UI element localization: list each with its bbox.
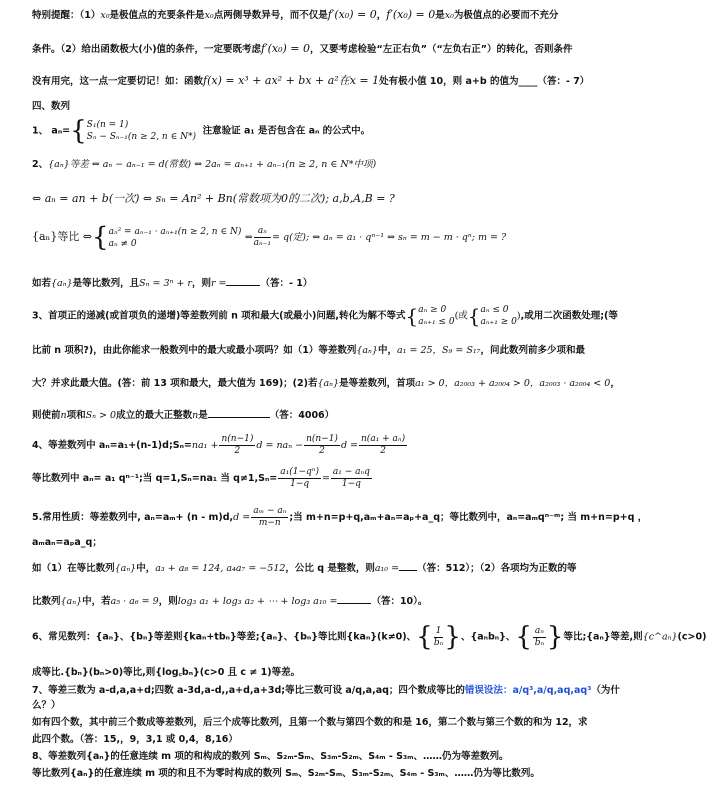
denominator: 2 [234,446,241,456]
numerator: n(a₁ + aₙ) [361,434,406,444]
math-term: d = [340,440,359,451]
text: 4、等差数列中 aₙ=a₁+(n-1)d;Sₙ= [32,440,192,451]
ratio-fraction [254,226,271,249]
text: ，则 [158,596,178,607]
ineq-3: aₙ ≤ 0 [480,305,509,315]
text: ， [376,10,387,21]
brace-glyph: { [405,304,419,328]
text: 注意验证 a₁ 是否包含在 aₙ 的公式中。 [202,125,371,137]
section-heading: 四、数列 [32,101,71,112]
item-4-line-1 [32,432,626,462]
item-6-line-2 [32,666,626,680]
math-sum: Sₙ = 3ⁿ + r [139,278,192,289]
math-function: f(x) = x³ + ax² + bx + a²在x = 1 [203,74,380,87]
item-2-line-2 [32,192,626,207]
text: ;当 m+n=p+q,aₘ+aₙ=aₚ+a_q；等比数列中，aₙ=aₘqⁿ⁻ᵐ; 当 m+n=p+q ， [289,512,648,523]
text: ， [610,378,620,389]
math-seq: {aₙ} [317,378,340,389]
math-x0: x₀ [444,10,454,21]
text: 为极值点的必要而不充分 [453,10,559,21]
math-log-sum: log₃ a₁ + log₃ a₂ + ⋯ + log₃ a₁₀ = [177,596,338,607]
item-3-line-2 [32,344,626,358]
inequality-stack-2 [481,304,517,328]
case-2: Sₙ − Sₙ₋₁(n ≥ 2, n ∈ N*) [86,132,197,142]
highlight-wrong-method: 错误设法 [464,685,503,696]
math-condition: a₅ · a₆ = 9 [110,596,159,607]
numerator: n(n−1) [306,434,338,444]
brace-glyph: { [467,304,481,328]
fraction [533,626,546,649]
ineq-4: aₙ₊₁ ≥ 0 [480,317,517,327]
inequality-stack-1 [418,304,454,328]
math-derivative: f′(x₀) = 0 [261,42,311,55]
text: 8、等差数列{aₙ}的任意连续 m 项的和构成的数列 Sₘ、S₂ₘ-Sₘ、S₃ₘ-S₂ₘ、S₄ₘ - S₃ₘ、……仍为等差数列。 [32,751,509,762]
math-arith-form: ⇔ aₙ = an + b(一次) ⇔ sₙ = An² + Bn(常数项为0的二次); a,b,A,B = ? [32,192,395,205]
item-3-line-4 [32,408,626,423]
text: (c>0) [677,631,706,643]
denominator: 2 [319,446,325,456]
ineq-2: aₙ₊₁ ≤ 0 [418,317,455,327]
text: 项和 [66,410,86,421]
fraction [304,434,340,457]
text: 特别提醒：（1） [32,10,101,21]
math-seq: {aₙ} [356,345,378,356]
text: 处有极小值 10，则 a+b 的值为____（答：- 7） [379,76,590,87]
item-6-line-1 [32,620,706,656]
text: ，则 [191,278,211,289]
text: 此四个数。（答：15,，9，3,1 或 0,4，8,16） [32,734,238,745]
item-2-example [32,276,626,291]
item-4-line-2 [32,464,626,496]
denominator: bₙ [534,637,545,648]
text: 等比数列{aₙ}的任意连续 m 项的和且不为零时构成的数列 Sₘ、S₂ₘ-Sₘ、S₃ₘ-S₂ₘ、S₄ₘ - S₃ₘ、……仍为等比数列。 [32,768,540,779]
brace-glyph: { [92,222,109,253]
text: （答：- 1） [260,278,313,289]
item-2-line-3 [32,222,626,256]
condition-1: aₙ² = aₙ₋₁ · aₙ₊₁(n ≥ 2, n ∈ N) [108,226,242,237]
text: 比前 n 项积?)，由此你能求一般数列中的最大或最小项吗？如（1）等差数列 [32,345,357,356]
text: 成等比.{bₙ}(bₙ>0)等比,则{log꜀bₙ}(c>0 且 c ≠ 1)等差。 [32,667,301,678]
text: 6、常见数列：{aₙ}、{bₙ}等差则{kaₙ+tbₙ}等差;{aₙ}、{bₙ}等比则{kaₙ}(k≠0)、 [32,631,417,643]
item-3-line-3 [32,377,626,391]
fraction [434,626,444,649]
text: 成立的最大正整数 [116,410,193,421]
highlight-wrong-form: ：a/q³,a/q,aq,aq³ [502,685,592,696]
text: 7、等差三数为 a-d,a,a+d;四数 a-3d,a-d,,a+d,a+3d;等比三数可设 a/q,a,aq；四个数成等比的 [32,685,465,696]
text: 么？） [32,700,61,711]
numerator: aₙ [534,625,544,636]
numerator: aₘ − aₙ [253,506,287,516]
item-7-line-3 [32,716,626,730]
fraction [331,467,372,490]
answer-blank [226,276,260,286]
text: （答：10）。 [371,596,428,607]
brace-glyph: { [416,622,433,652]
math-condition: a₁ > 0，a₂₀₀₃ + a₂₀₀₄ > 0，a₂₀₀₃ · a₂₀₀₄ < 0 [415,378,611,389]
text: 中， [377,345,397,356]
math-sn: Sₙ > 0 [85,410,117,421]
numerator: aₙ [254,226,271,238]
math-iff: ⇔ [244,232,253,243]
math-seq: {aₙ} [51,278,73,289]
piecewise-stack [87,119,196,143]
text: 1、 aₙ= [32,125,71,137]
text: 5.常用性质：等差数列中, aₙ=aₘ+ (n - m)d, [32,512,234,523]
brace-glyph: } [546,622,564,652]
math-geo-label: {aₙ}等比 ⇔ [32,230,93,243]
math-derivative: f′(x₀) = 0 [386,8,436,21]
text: （为什 [591,685,620,696]
math-a10: a₁₀ = [374,563,400,574]
denominator: bₙ [433,637,444,648]
text: 、{aₙbₙ}、 [460,631,516,643]
text: （答：512）；（2）各项均为正数的等 [417,563,577,574]
denominator: 1−q [341,479,361,489]
math-x0: x₀ [100,10,110,21]
item-8-line-2 [32,767,626,781]
text: 是 [198,410,208,421]
text: 3、首项正的递减(或首项负的递增)等差数列前 n 项和最大(或最小)问题,转化为解不等式 [32,310,406,322]
reminder-line-3 [32,74,626,89]
item-5-line-4 [32,594,626,609]
brace-glyph: { [515,622,532,652]
item-7-line-2 [32,699,626,713]
item-7-line-4 [32,733,626,747]
numerator: a₁(1−qⁿ) [280,467,319,477]
math-derivative: f′(x₀) = 0 [327,8,377,21]
answer-blank [337,594,371,604]
math-r: r = [210,278,227,289]
brace-glyph: } [444,622,461,652]
item-3-line-1 [32,302,626,332]
text: 等比;{aₙ}等差,则 [563,631,643,643]
text: 大？并求此最大值。(答：前 13 项和最大，最大值为 169)；(2)若 [32,378,318,389]
denominator: 2 [380,446,386,456]
text: 点两侧导数异号，而不仅是 [213,10,328,21]
text: ，又要考虑检验“左正右负”（“左负右正”）的转化，否则条件 [310,44,573,55]
geo-condition-stack [109,226,242,250]
text: 如有四个数，其中前三个数成等差数列，后三个成等比数列，且第一个数与第四个数的和是 16，第二个数与第三个数的和为 12，求 [32,717,588,728]
numerator: 1 [435,625,442,636]
fraction [359,434,407,457]
item-5-line-3 [32,561,626,576]
denominator: m−n [258,518,281,528]
text: 2、 [32,159,49,170]
text: ，问此数列前多少项和最 [480,345,585,356]
math-x0: x₀ [204,10,214,21]
brace-glyph: { [70,116,87,146]
math-condition: a₃ + a₈ = 124, a₄a₇ = −512 [155,563,286,574]
text: 中， [136,563,156,574]
text: 是极值点的充要条件是 [109,10,205,21]
item-5-line-2 [32,536,626,550]
item-1 [32,116,626,148]
text: 比数列 [32,596,61,607]
denominator: 1−q [290,479,310,489]
case-1: S₁(n = 1) [86,120,129,130]
math-term: na₁ + [191,440,219,451]
math-arith-def: {aₙ}等差 ⇔ aₙ − aₙ₋₁ = d(常数) ⇔ 2aₙ = aₙ₊₁ + aₙ₋₁(n ≥ 2, n ∈ N*中项) [48,159,377,170]
text: （答：4006） [269,410,335,421]
math-condition: a₁ = 25，S₉ = S₁₇ [396,345,481,356]
numerator: a₁ − aₙq [332,467,370,477]
condition-2: aₙ ≠ 0 [108,238,137,249]
answer-blank [399,561,417,571]
equals: = [321,473,330,484]
item-2-line-1 [32,158,626,172]
text: 则使前 [32,410,61,421]
denominator: aₙ₋₁ [253,238,272,248]
math-term: d = naₙ − [256,440,304,451]
item-5-line-1 [32,505,648,533]
math-n: n [60,410,67,421]
math-exp-seq: {c^aₙ} [642,631,678,643]
text: 如（1）在等比数列 [32,563,115,574]
text: 是等差数列，首项 [339,378,416,389]
text: ,或用二次函数处理;(等 [520,310,618,322]
answer-blank [208,408,270,418]
text: 没有用完，这一点一定要切记！如：函数 [32,76,204,87]
text: 是等比数列，且 [72,278,140,289]
text: (或 [454,310,468,322]
text: 中，若 [82,596,111,607]
fraction [219,434,255,457]
math-geo-form: = q(定); ⇔ aₙ = a₁ · qⁿ⁻¹ ⇔ sₙ = m − m · qⁿ; m = ? [272,232,507,243]
text: 是 [435,10,445,21]
numerator: n(n−1) [221,434,254,444]
ineq-1: aₙ ≥ 0 [418,305,447,315]
fraction [251,506,288,529]
reminder-line-2 [32,42,626,57]
text: 如若 [32,278,52,289]
text: aₘaₙ=aₚa_q； [32,537,102,548]
text: 等比数列中 aₙ= a₁ qⁿ⁻¹;当 q=1,Sₙ=na₁ 当 q≠1,Sₙ= [32,473,278,484]
text: ，公比 q 是整数，则 [285,563,375,574]
text: ) [516,310,521,322]
item-8-line-1 [32,750,626,764]
math-n: n [192,410,199,421]
math-seq: {aₙ} [60,596,83,607]
math-d: d = [233,512,251,523]
fraction [278,467,321,490]
text: 条件。（2）给出函数极大(小)值的条件，一定要既考虑 [32,44,262,55]
reminder-line-1 [32,8,626,23]
item-7-line-1 [32,684,626,698]
math-seq: {aₙ} [114,563,137,574]
